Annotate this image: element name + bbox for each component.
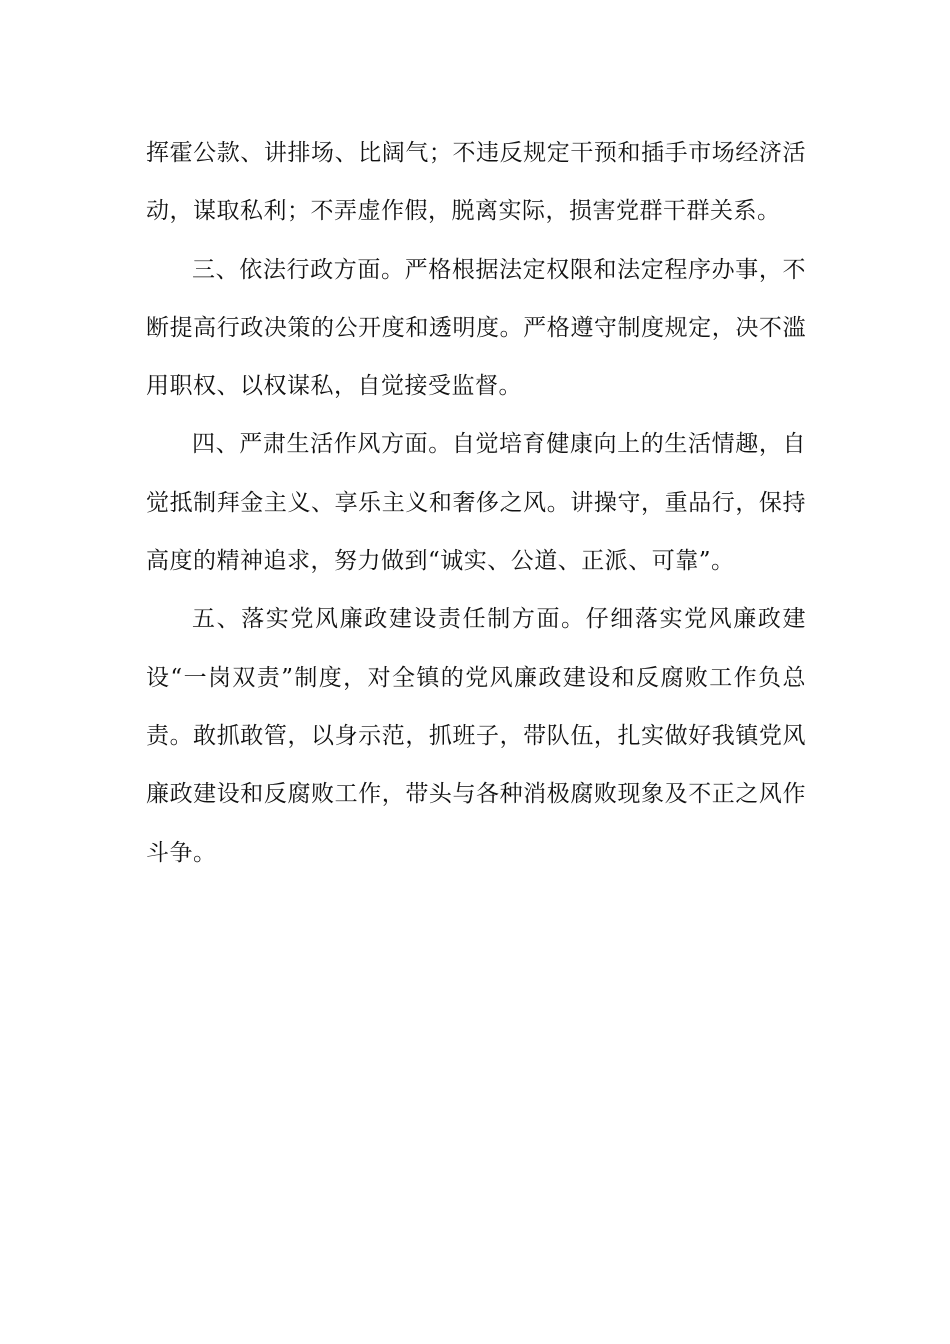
document-body — [146, 124, 806, 882]
paragraph-continuation: 挥霍公款、讲排场、比阔气；不违反规定干预和插手市场经济活动，谋取私利；不弄虚作假，脱离实际，损害党群干群关系。 — [146, 140, 806, 225]
paragraph-lifestyle: 四、严肃生活作风方面。自觉培育健康向上的生活情趣，自觉抵制拜金主义、享乐主义和奢侈之风。讲操守，重品行，保持高度的精神追求，努力做到“诚实、公道、正派、可靠”。 — [146, 431, 806, 575]
paragraph-lawful-administration: 三、依法行政方面。严格根据法定权限和法定程序办事，不断提高行政决策的公开度和透明度。严格遵守制度规定，决不滥用职权、以权谋私，自觉接受监督。 — [146, 256, 806, 400]
paragraph-responsibility-system: 五、落实党风廉政建设责任制方面。仔细落实党风廉政建设“一岗双责”制度，对全镇的党风廉政建设和反腐败工作负总责。敢抓敢管，以身示范，抓班子，带队伍，扎实做好我镇党风廉政建设和反腐败工作，带头与各种消极腐败现象及不正之风作斗争。 — [146, 606, 806, 866]
